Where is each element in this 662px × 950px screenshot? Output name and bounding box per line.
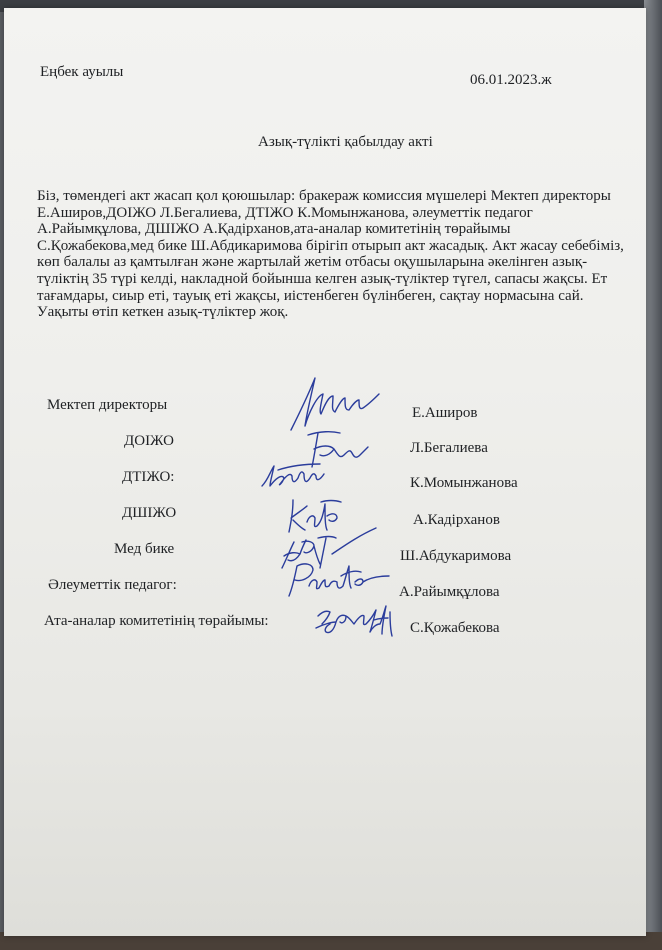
signatory-name-parents-committee: С.Қожабекова bbox=[410, 620, 500, 636]
body-line: Уақыты өтіп кеткен азық-түліктер жоқ. bbox=[37, 304, 289, 321]
body-line: А.Райымқұлова, ДШІЖО А.Қадірханов,ата-аналар комитетінің төрайымы bbox=[37, 221, 511, 238]
background-edge-right bbox=[644, 0, 662, 950]
body-line: Е.Аширов,ДОІЖО Л.Бегалиева, ДТІЖО К.Момынжанова, әлеуметтік педагог bbox=[37, 204, 533, 221]
act-body bbox=[37, 188, 637, 321]
signature-social-pedagogue bbox=[283, 558, 393, 603]
body-line: тағамдары, сиыр еті, тауық еті жақсы, иістенбеген бүлінбеген, сақтау нормасына сай. bbox=[37, 287, 584, 304]
signatory-role-dtizho: ДТІЖО: bbox=[122, 469, 175, 485]
signatory-name-director: Е.Аширов bbox=[412, 405, 478, 421]
signatory-name-doizho: Л.Бегалиева bbox=[410, 440, 488, 456]
signature-dtizho bbox=[258, 458, 328, 493]
signatory-name-dshizho: А.Кадірханов bbox=[413, 512, 500, 528]
body-line: түліктің 35 түрі келді, накладной бойынша келген азық-түліктер түгел, сапасы жақсы. Ет bbox=[37, 270, 608, 287]
body-line: Біз, төмендегі акт жасап қол қоюшылар: бракераж комиссия мүшелері Мектеп директоры bbox=[37, 188, 611, 204]
signatory-role-parents-committee: Ата-аналар комитетінің төрайымы: bbox=[44, 613, 269, 629]
signatory-role-social-pedagogue: Әлеуметтік педагог: bbox=[48, 577, 177, 593]
signatory-name-social-pedagogue: А.Райымқұлова bbox=[399, 584, 500, 600]
signatory-role-dshizho: ДШІЖО bbox=[122, 505, 177, 521]
body-line: көп балалы аз қамтылған және жартылай жетім отбасы оқушыларына әкелінген азық- bbox=[37, 254, 588, 271]
document-date: 06.01.2023.ж bbox=[470, 72, 552, 88]
signatory-role-doizho: ДОІЖО bbox=[124, 433, 174, 449]
signatory-name-nurse: Ш.Абдукаримова bbox=[400, 548, 512, 564]
body-line: С.Қожабекова,мед бике Ш.Абдикаримова бірігіп отырып акт жасадық. Акт жасау себебіміз, bbox=[37, 237, 624, 254]
signatory-role-director: Мектеп директоры bbox=[47, 397, 168, 413]
signatory-role-nurse: Мед бике bbox=[114, 541, 175, 557]
document-title: Азық-түлікті қабылдау акті bbox=[258, 134, 433, 150]
signatory-name-dtizho: К.Момынжанова bbox=[410, 475, 518, 491]
village-name: Еңбек ауылы bbox=[40, 64, 124, 80]
signature-parents-committee bbox=[312, 602, 407, 642]
